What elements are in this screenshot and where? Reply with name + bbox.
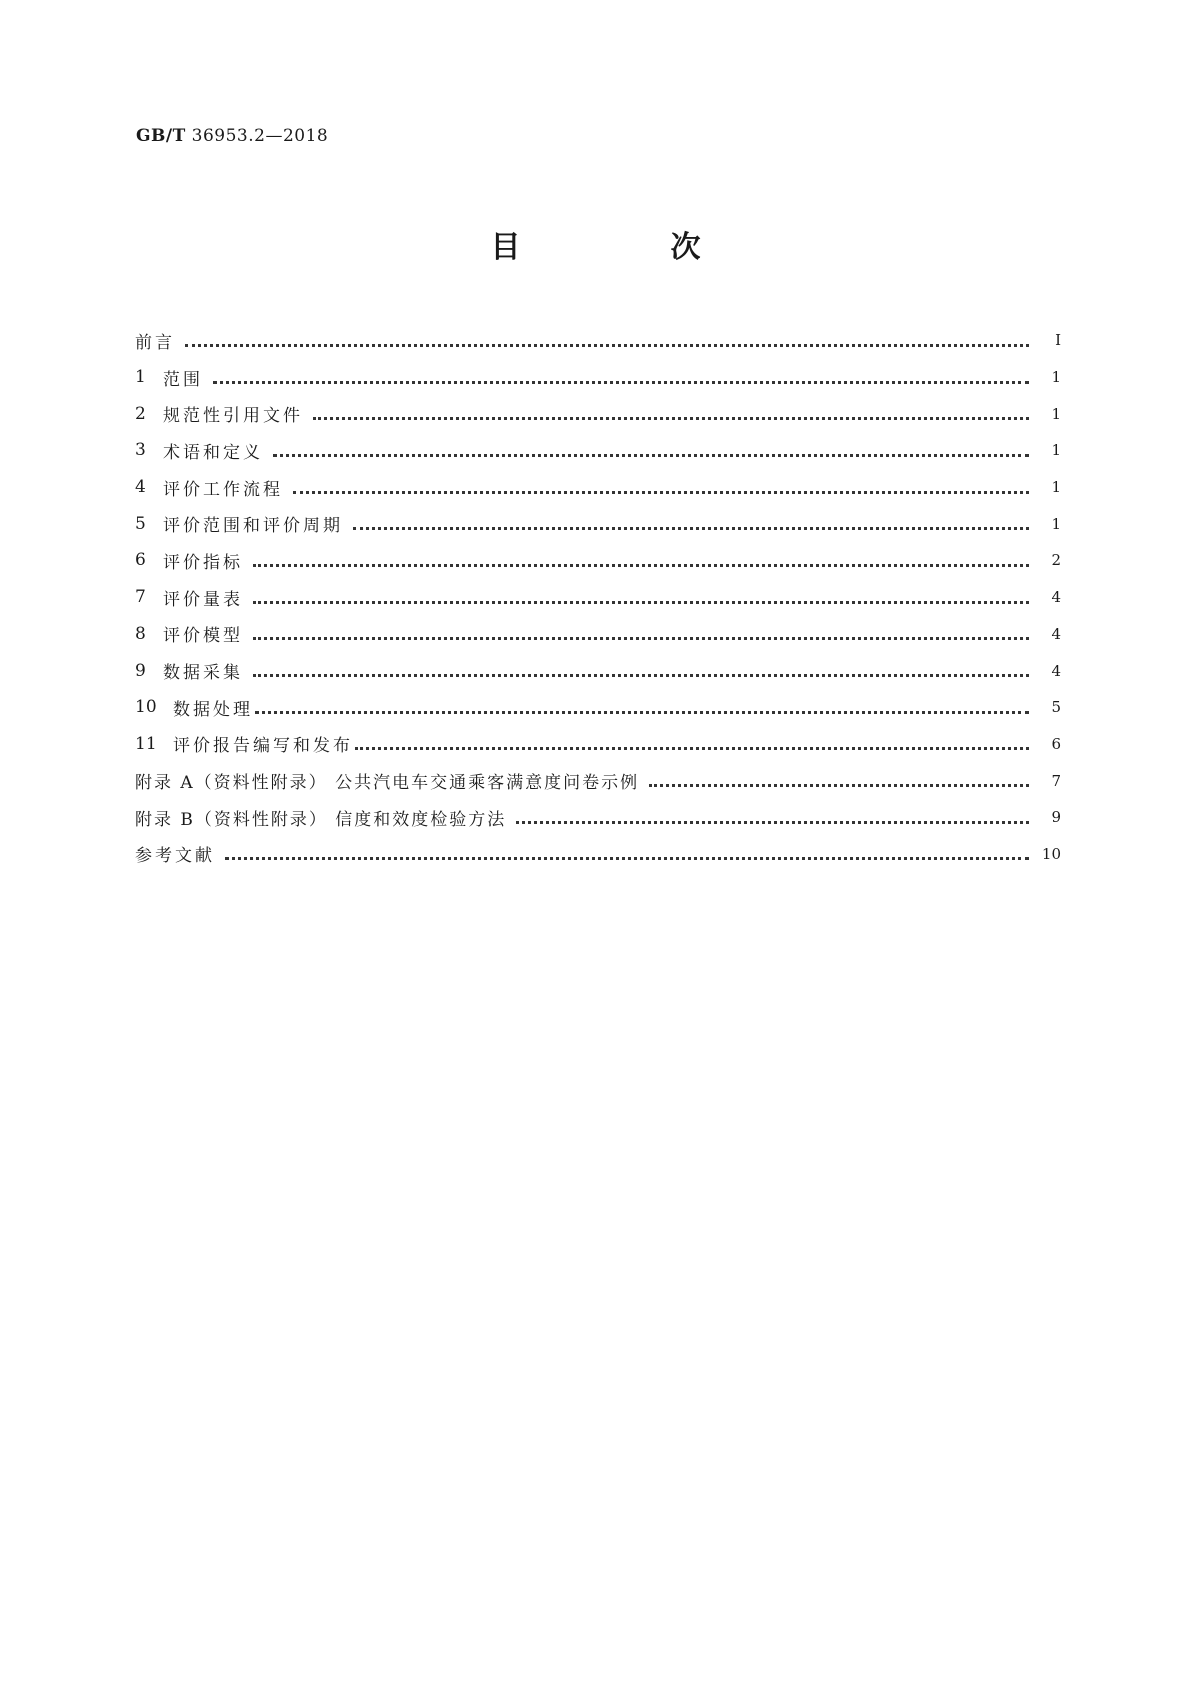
toc-entry-label: 评价报告编写和发布: [173, 736, 353, 757]
toc-entry-label: 前言: [135, 332, 175, 353]
dot-leader: [516, 817, 1029, 824]
dot-leader: [649, 780, 1029, 787]
toc-entry-6[interactable]: [135, 542, 1061, 579]
toc-entry-page: 10: [1041, 844, 1061, 863]
dot-leader: [185, 340, 1029, 347]
toc-entry-references[interactable]: [135, 836, 1061, 873]
dot-leader: [213, 377, 1029, 384]
toc-entry-1[interactable]: [135, 359, 1061, 396]
toc-entry-4[interactable]: [135, 469, 1061, 506]
toc-entry-page: 6: [1051, 734, 1061, 753]
toc-entry-label: 规范性引用文件: [163, 406, 303, 427]
toc-entry-label: 术语和定义: [163, 442, 263, 463]
toc-entry-page: 5: [1051, 698, 1061, 717]
toc-entry-8[interactable]: [135, 616, 1061, 653]
toc-entry-page: 4: [1051, 588, 1061, 607]
toc-entry-number: 6: [135, 550, 146, 571]
toc-entry-page: 2: [1051, 551, 1061, 570]
dot-leader: [253, 670, 1029, 677]
toc-entry-number: 11: [135, 733, 157, 754]
toc-entry-label: 评价工作流程: [163, 479, 283, 500]
page-title: 目 次: [490, 230, 761, 265]
toc-entry-label: 数据处理: [173, 699, 253, 720]
toc-entry-foreword[interactable]: [135, 322, 1061, 359]
toc-entry-11[interactable]: [135, 726, 1061, 763]
toc-entry-number: 9: [135, 660, 146, 681]
toc-entry-page: 4: [1051, 661, 1061, 680]
standard-prefix: GB/T: [136, 126, 186, 146]
toc-entry-label: 数据采集: [163, 663, 243, 684]
toc-entry-label: 评价模型: [163, 626, 243, 647]
toc-entry-label: 附录 B（资料性附录） 信度和效度检验方法: [135, 809, 507, 830]
dot-leader: [313, 413, 1029, 420]
dot-leader: [355, 743, 1029, 750]
toc-entry-page: 9: [1051, 808, 1061, 827]
toc-entry-label: 参考文献: [135, 846, 215, 867]
toc-entry-number: 3: [135, 440, 146, 461]
table-of-contents: [135, 322, 1061, 872]
toc-entry-page: 1: [1051, 478, 1061, 497]
toc-entry-page: 1: [1051, 404, 1061, 423]
toc-entry-10[interactable]: [135, 689, 1061, 726]
toc-entry-label: 评价指标: [163, 552, 243, 573]
toc-entry-annex-b[interactable]: [135, 799, 1061, 836]
toc-entry-annex-a[interactable]: [135, 762, 1061, 799]
dot-leader: [253, 633, 1029, 640]
toc-entry-label: 范围: [163, 369, 203, 390]
dot-leader: [253, 597, 1029, 604]
dot-leader: [253, 560, 1029, 567]
toc-entry-2[interactable]: [135, 395, 1061, 432]
toc-entry-number: 4: [135, 477, 146, 498]
toc-entry-number: 1: [135, 367, 146, 388]
toc-entry-page: 4: [1051, 624, 1061, 643]
toc-entry-9[interactable]: [135, 652, 1061, 689]
toc-entry-page: 1: [1051, 368, 1061, 387]
dot-leader: [255, 707, 1029, 714]
standard-code: [136, 126, 328, 146]
toc-entry-page: 1: [1051, 441, 1061, 460]
toc-entry-page: Ⅰ: [1055, 331, 1061, 350]
toc-entry-7[interactable]: [135, 579, 1061, 616]
toc-entry-3[interactable]: [135, 432, 1061, 469]
toc-entry-number: 7: [135, 587, 146, 608]
toc-entry-number: 2: [135, 403, 146, 424]
toc-entry-label: 评价量表: [163, 589, 243, 610]
dot-leader: [293, 487, 1029, 494]
toc-entry-5[interactable]: [135, 505, 1061, 542]
dot-leader: [353, 523, 1029, 530]
toc-entry-number: 5: [135, 513, 146, 534]
standard-number: 36953.2—2018: [191, 126, 329, 146]
dot-leader: [225, 853, 1029, 860]
toc-entry-label: 评价范围和评价周期: [163, 516, 343, 537]
toc-entry-number: 8: [135, 623, 146, 644]
toc-entry-label: 附录 A（资料性附录） 公共汽电车交通乘客满意度问卷示例: [135, 773, 640, 794]
toc-entry-page: 7: [1051, 771, 1061, 790]
dot-leader: [273, 450, 1029, 457]
toc-entry-number: 10: [135, 697, 157, 718]
toc-entry-page: 1: [1051, 514, 1061, 533]
